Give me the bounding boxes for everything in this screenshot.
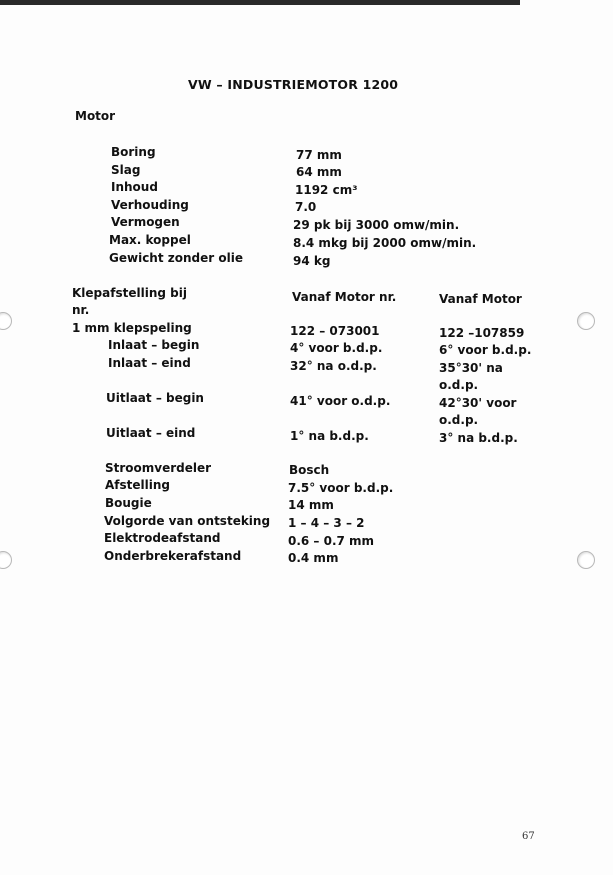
- valve-row-label: Inlaat – begin: [108, 338, 200, 352]
- valve-row-label: Uitlaat – begin: [106, 391, 204, 405]
- spec-label: Max. koppel: [109, 233, 191, 247]
- ignition-label: Stroomverdeler: [105, 461, 212, 475]
- spec-value: 7.0: [295, 200, 317, 214]
- spec-label: Inhoud: [111, 180, 158, 194]
- spec-label: Boring: [111, 145, 156, 159]
- punch-hole: [577, 312, 595, 330]
- spec-value: 94 kg: [293, 254, 331, 268]
- column-header: Vanaf Motor nr.: [292, 290, 397, 304]
- ignition-label: Afstelling: [105, 478, 170, 492]
- page-title: VW – INDUSTRIEMOTOR 1200: [188, 77, 399, 92]
- scan-top-edge: [0, 0, 520, 5]
- spec-value: 64 mm: [296, 165, 342, 179]
- engine-serial: 122 –107859: [439, 326, 525, 340]
- ignition-value: 0.4 mm: [288, 551, 339, 565]
- valve-row-value: 41° voor o.d.p.: [290, 394, 391, 408]
- ignition-value: Bosch: [289, 463, 330, 477]
- valve-row-label: Inlaat – eind: [108, 356, 191, 370]
- ignition-value: 7.5° voor b.d.p.: [288, 481, 394, 495]
- punch-hole: [577, 551, 595, 569]
- spec-label: Gewicht zonder olie: [109, 251, 243, 265]
- spec-value: 8.4 mkg bij 2000 omw/min.: [293, 236, 477, 250]
- punch-hole: [0, 312, 12, 330]
- valve-row-value: o.d.p.: [439, 413, 479, 427]
- engine-serial: 122 – 073001: [290, 324, 380, 338]
- ignition-label: Onderbrekerafstand: [104, 549, 242, 563]
- ignition-value: 14 mm: [288, 498, 334, 512]
- clearance-label: 1 mm klepspeling: [72, 321, 192, 335]
- valve-row-value: 3° na b.d.p.: [439, 431, 518, 445]
- spec-label: Vermogen: [111, 215, 180, 229]
- valve-row-value: 6° voor b.d.p.: [439, 343, 532, 357]
- valve-row-value: 32° na o.d.p.: [290, 359, 377, 373]
- ignition-label: Elektrodeafstand: [104, 531, 221, 545]
- valve-heading: Klepafstelling bij: [72, 286, 187, 300]
- page-number: 67: [522, 831, 535, 842]
- valve-row-value: o.d.p.: [439, 378, 479, 392]
- section-heading-motor: Motor: [75, 109, 116, 123]
- spec-label: Slag: [111, 163, 141, 177]
- spec-value: 29 pk bij 3000 omw/min.: [293, 218, 460, 232]
- ignition-value: 0.6 – 0.7 mm: [288, 534, 375, 548]
- valve-row-label: Uitlaat – eind: [106, 426, 196, 440]
- ignition-label: Bougie: [105, 496, 152, 510]
- valve-row-value: 35°30' na: [439, 361, 503, 375]
- spec-value: 1192 cm³: [295, 183, 358, 197]
- spec-label: Verhouding: [111, 198, 189, 212]
- ignition-label: Volgorde van ontsteking: [104, 514, 271, 528]
- punch-hole: [0, 551, 12, 569]
- valve-row-value: 1° na b.d.p.: [290, 429, 369, 443]
- valve-row-value: 4° voor b.d.p.: [290, 341, 383, 355]
- column-header: Vanaf Motor: [439, 292, 522, 306]
- spec-value: 77 mm: [296, 148, 342, 162]
- valve-heading-continued: nr.: [72, 303, 90, 317]
- ignition-value: 1 – 4 – 3 – 2: [288, 516, 365, 530]
- valve-row-value: 42°30' voor: [439, 396, 517, 410]
